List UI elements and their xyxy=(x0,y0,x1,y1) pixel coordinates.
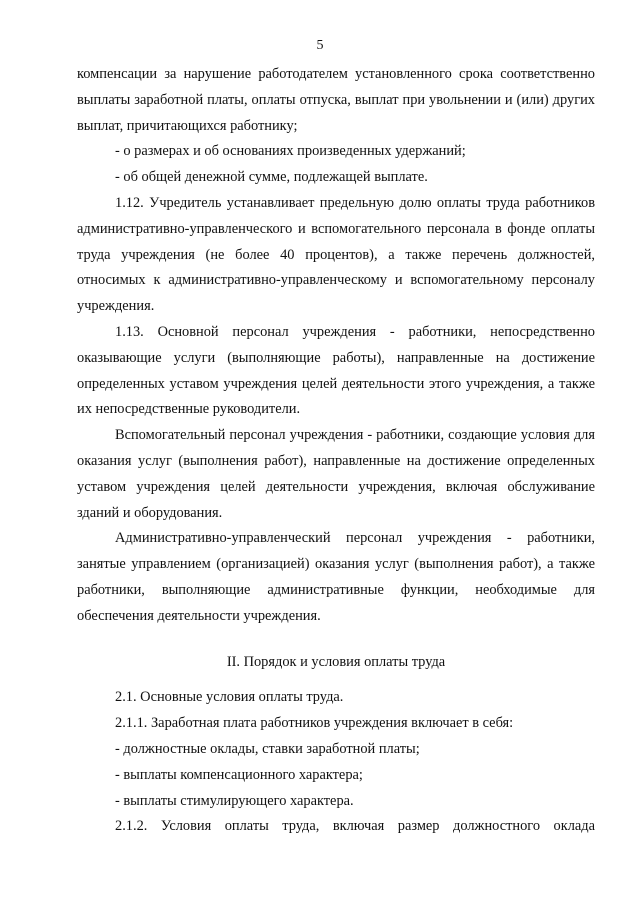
paragraph-1-13: 1.13. Основной персонал учреждения - работники, непосредственно оказывающие услуги (выполняющие работы), направленные на достижение определенных уставом учреждения целей деятельности этого учреждения, а также их непосредственные руководители. xyxy=(77,323,595,418)
list-item-salaries: - должностные оклады, ставки заработной платы; xyxy=(115,740,420,757)
document-body xyxy=(77,62,595,840)
paragraph-2-1-1: 2.1.1. Заработная плата работников учреждения включает в себя: xyxy=(115,715,514,732)
list-item-compensation: - выплаты компенсационного характера; xyxy=(115,766,363,783)
paragraph-2-1: 2.1. Основные условия оплаты труда. xyxy=(115,689,344,706)
list-item-deductions: - о размерах и об основаниях произведенных удержаний; xyxy=(115,143,466,160)
paragraph-auxiliary-staff: Вспомогательный персонал учреждения - работники, создающие условия для оказания услуг (выполнения работ), направленные на достижение определенных уставом учреждения целей деятельности учреждения, включая обслуживание зданий и оборудования. xyxy=(77,427,595,521)
page-number: 5 xyxy=(316,38,324,53)
paragraph-2-1-2: 2.1.2. Условия оплаты труда, включая размер должностного оклада xyxy=(115,818,595,835)
list-item-total-sum: - об общей денежной сумме, подлежащей выплате. xyxy=(115,169,428,186)
list-item-incentive: - выплаты стимулирующего характера. xyxy=(115,792,354,809)
paragraph-admin-staff: Административно-управленческий персонал учреждения - работники, занятые управлением (организацией) оказания услуг (выполнения работ), а также работники, выполняющие административные функции, необходимые для обеспечения деятельности учреждения. xyxy=(77,530,595,624)
paragraph-1-12: 1.12. Учредитель устанавливает предельную долю оплаты труда работников административно-управленческого и вспомогательного персонала в фонде оплаты труда учреждения (не более 40 процентов), а также перечень должностей, относимых к административно-управленческому и вспомогательному персоналу учреждения. xyxy=(77,194,595,315)
section-heading: II. Порядок и условия оплаты труда xyxy=(226,653,446,670)
paragraph-compensation-continued: компенсации за нарушение работодателем установленного срока соответственно выплаты заработной платы, оплаты отпуска, выплат при увольнении и (или) других выплат, причитающихся работнику; xyxy=(77,66,595,134)
